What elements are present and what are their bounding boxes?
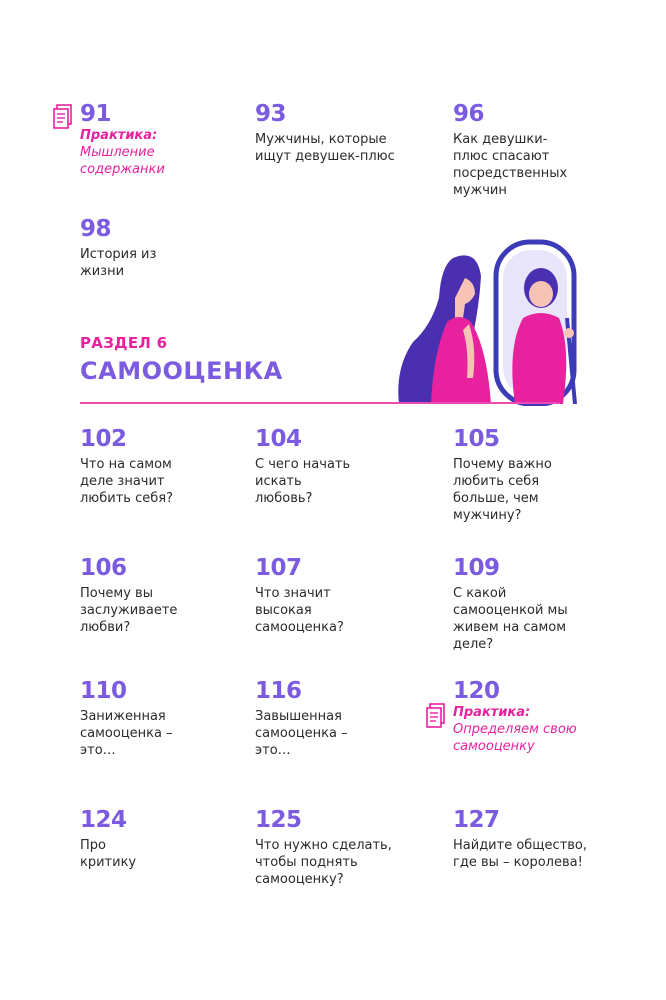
entry-line: содержанки [80,162,165,177]
entry-line: это… [80,743,116,758]
toc-entry-98 [80,217,156,280]
toc-entry-105 [453,427,552,524]
entry-line: искать [255,474,302,489]
mirror-illustration [395,238,585,406]
entry-line: Найдите общество, [453,838,588,853]
entry-line: любить себя? [80,491,173,506]
entry-line: критику [80,855,137,870]
page-number: 102 [80,426,127,452]
page-number: 107 [255,555,302,581]
page-number: 105 [453,426,500,452]
entry-line: жизни [80,264,125,279]
entry-line: Про [80,838,106,853]
entry-line: деле значит [80,474,165,489]
entry-line: Что значит [255,586,331,601]
toc-entry-96 [453,102,567,199]
entry-line: Почему вы [80,586,153,601]
toc-entry-127 [453,808,587,871]
entry-line: самооценку [453,739,535,754]
entry-line: высокая [255,603,312,618]
page-number: 96 [453,101,485,127]
entry-line: Определяем свою [453,722,577,737]
document-icon [52,104,74,130]
page-number: 110 [80,678,127,704]
page-number: 124 [80,807,127,833]
entry-line: заслуживаете [80,603,178,618]
entry-line: самооценка – [80,726,173,741]
entry-line: Мышление [80,145,155,160]
entry-line: плюс спасают [453,149,550,164]
entry-line: живем на самом [453,620,567,635]
entry-line: Что на самом [80,457,172,472]
toc-entry-110 [80,679,173,759]
toc-entry-120 [453,679,577,755]
page-number: 98 [80,216,112,242]
entry-line: чтобы поднять [255,855,358,870]
entry-line: Заниженная [80,709,166,724]
page-number: 93 [255,101,287,127]
entry-line: любить себя [453,474,540,489]
entry-line: любви? [80,620,131,635]
entry-line: ищут девушек-плюс [255,149,395,164]
entry-line: самооценка – [255,726,348,741]
page-number: 120 [453,678,500,704]
entry-line: мужчин [453,183,507,198]
toc-entry-107 [255,556,344,636]
page-number: 116 [255,678,302,704]
entry-line: Мужчины, которые [255,132,387,147]
toc-entry-125 [255,808,392,888]
entry-line: самооценка? [255,620,344,635]
entry-line: самооценкой мы [453,603,568,618]
entry-line: Как девушки- [453,132,548,147]
toc-entry-104 [255,427,350,507]
section-label: РАЗДЕЛ 6 [80,334,168,352]
entry-line: где вы – королева! [453,855,583,870]
toc-entry-116 [255,679,348,759]
toc-entry-93 [255,102,395,165]
toc-entry-106 [80,556,177,636]
toc-entry-91 [80,102,165,178]
section-title: САМООЦЕНКА [80,357,283,385]
document-icon [425,703,447,729]
entry-line: любовь? [255,491,313,506]
practice-label: Практика: [80,128,158,143]
entry-line: мужчину? [453,508,522,523]
entry-line: История из [80,247,157,262]
entry-line: деле? [453,637,494,652]
practice-label: Практика: [453,705,531,720]
entry-line: это… [255,743,291,758]
entry-line: посредственных [453,166,568,181]
page-number: 125 [255,807,302,833]
entry-line: Почему важно [453,457,552,472]
entry-line: самооценку? [255,872,344,887]
section-divider [80,402,560,404]
entry-line: больше, чем [453,491,539,506]
page-number: 109 [453,555,500,581]
toc-entry-102 [80,427,173,507]
page-number: 104 [255,426,302,452]
entry-line: Завышенная [255,709,342,724]
entry-line: С чего начать [255,457,351,472]
toc-entry-109 [453,556,568,653]
page-number: 127 [453,807,500,833]
entry-line: С какой [453,586,507,601]
toc-entry-124 [80,808,136,871]
entry-line: Что нужно сделать, [255,838,392,853]
page-number: 106 [80,555,127,581]
page-number: 91 [80,101,112,127]
